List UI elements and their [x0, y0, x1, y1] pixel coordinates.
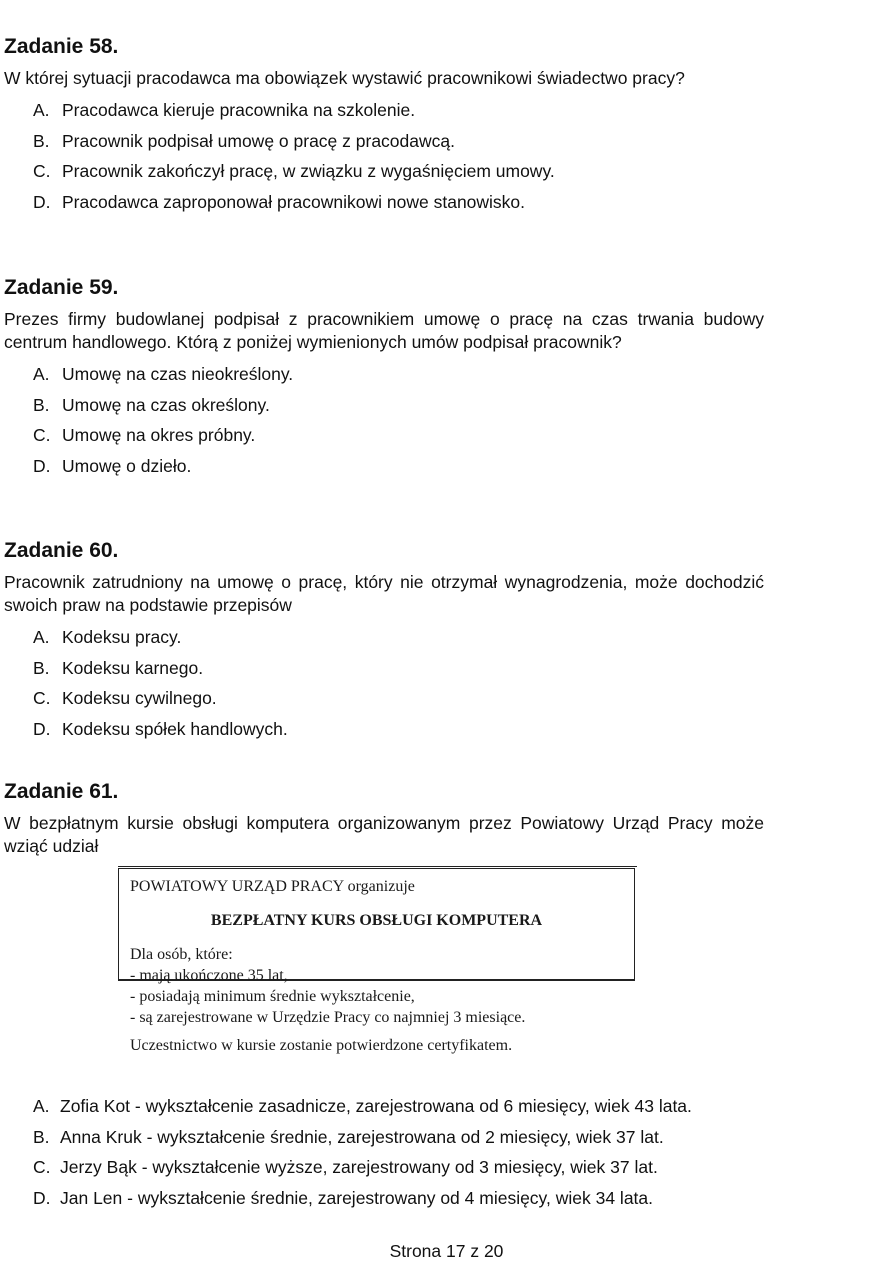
task-question: W której sytuacji pracodawca ma obowiązek wystawić pracownikowi świadectwo pracy? — [4, 68, 685, 88]
option-text: Jerzy Bąk - wykształcenie wyższe, zarejestrowany od 3 miesięcy, wiek 37 lat. — [60, 1157, 658, 1177]
option-letter: C. — [33, 425, 51, 445]
option-letter: A. — [33, 364, 50, 384]
option-letter: B. — [33, 130, 50, 151]
option-text: Anna Kruk - wykształcenie średnie, zarejestrowana od 2 miesięcy, wiek 37 lat. — [60, 1126, 664, 1147]
option-a — [4, 363, 764, 386]
task-59 — [4, 275, 764, 485]
option-d — [4, 718, 764, 741]
option-b — [4, 1126, 764, 1149]
notice-title: BEZPŁATNY KURS OBSŁUGI KOMPUTERA — [210, 912, 543, 929]
option-letter: B. — [33, 1126, 50, 1147]
page-number: Strona 17 z 20 — [389, 1241, 504, 1261]
task-61-options — [4, 1095, 764, 1217]
option-letter: A. — [33, 1096, 50, 1116]
option-d — [4, 1187, 764, 1210]
option-a — [4, 626, 764, 649]
option-text: Pracownik zakończył pracę, w związku z wygaśnięciem umowy. — [62, 161, 555, 181]
notice-condition: - mają ukończone 35 lat, — [130, 967, 288, 984]
option-letter: B. — [33, 394, 50, 415]
notice-condition: - posiadają minimum średnie wykształcenie, — [130, 988, 415, 1005]
notice-footer: Uczestnictwo w kursie zostanie potwierdzone certyfikatem. — [130, 1037, 513, 1054]
option-text: Kodeksu spółek handlowych. — [62, 718, 288, 739]
option-c — [4, 424, 764, 447]
option-text: Umowę na okres próbny. — [62, 425, 256, 445]
option-letter: D. — [33, 718, 51, 739]
option-d — [4, 191, 764, 214]
option-b — [4, 657, 764, 680]
task-title: Zadanie 60. — [4, 539, 119, 562]
notice-condition: - są zarejestrowane w Urzędzie Pracy co najmniej 3 miesiące. — [130, 1009, 526, 1026]
option-text: Pracodawca zaproponował pracownikowi nowe stanowisko. — [62, 191, 526, 212]
option-c — [4, 687, 764, 710]
notice-intro: Dla osób, które: — [130, 946, 233, 963]
task-question: Pracownik zatrudniony na umowę o pracę, który nie otrzymał wynagrodzenia, może dochodzić swoich praw na podstawie przepisów — [4, 572, 764, 615]
option-letter: A. — [33, 627, 50, 647]
option-text: Kodeksu karnego. — [62, 657, 204, 678]
option-text: Umowę na czas nieokreślony. — [62, 364, 294, 384]
notice-top-rule — [118, 866, 637, 867]
option-letter: D. — [33, 1187, 51, 1208]
option-c — [4, 1156, 764, 1179]
option-letter: D. — [33, 455, 51, 476]
option-letter: C. — [33, 688, 51, 708]
notice-header: POWIATOWY URZĄD PRACY organizuje — [130, 878, 415, 895]
option-a — [4, 99, 764, 122]
option-a — [4, 1095, 764, 1118]
option-text: Pracodawca kieruje pracownika na szkolenie. — [62, 100, 416, 120]
options-list — [4, 1095, 764, 1210]
option-b — [4, 394, 764, 417]
option-text: Pracownik podpisał umowę o pracę z pracodawcą. — [62, 130, 455, 151]
option-letter: A. — [33, 100, 50, 120]
task-question: W bezpłatnym kursie obsługi komputera organizowanym przez Powiatowy Urząd Pracy może wziąć udział — [4, 813, 764, 856]
option-text: Umowę o dzieło. — [62, 455, 192, 476]
task-title: Zadanie 59. — [4, 276, 119, 299]
option-text: Kodeksu pracy. — [62, 627, 182, 647]
option-b — [4, 130, 764, 153]
task-title: Zadanie 58. — [4, 35, 119, 58]
option-text: Umowę na czas określony. — [62, 394, 270, 415]
options-list — [4, 99, 764, 214]
option-letter: C. — [33, 161, 51, 181]
task-title: Zadanie 61. — [4, 780, 119, 803]
option-c — [4, 160, 764, 183]
option-letter: D. — [33, 191, 51, 212]
option-text: Jan Len - wykształcenie średnie, zarejestrowany od 4 miesięcy, wiek 34 lata. — [60, 1187, 654, 1208]
option-letter: C. — [33, 1157, 51, 1177]
task-question: Prezes firmy budowlanej podpisał z pracownikiem umowę o pracę na czas trwania budowy centrum handlowego. Którą z poniżej wymienionych umów podpisał pracownik? — [4, 309, 764, 352]
option-text: Zofia Kot - wykształcenie zasadnicze, zarejestrowana od 6 miesięcy, wiek 43 lata. — [60, 1096, 692, 1116]
options-list — [4, 363, 764, 478]
option-d — [4, 455, 764, 478]
task-58 — [4, 34, 764, 221]
option-letter: B. — [33, 657, 50, 678]
task-60 — [4, 538, 764, 748]
task-61 — [4, 779, 764, 858]
job-office-notice — [118, 868, 635, 1054]
option-text: Kodeksu cywilnego. — [62, 688, 217, 708]
options-list — [4, 626, 764, 741]
